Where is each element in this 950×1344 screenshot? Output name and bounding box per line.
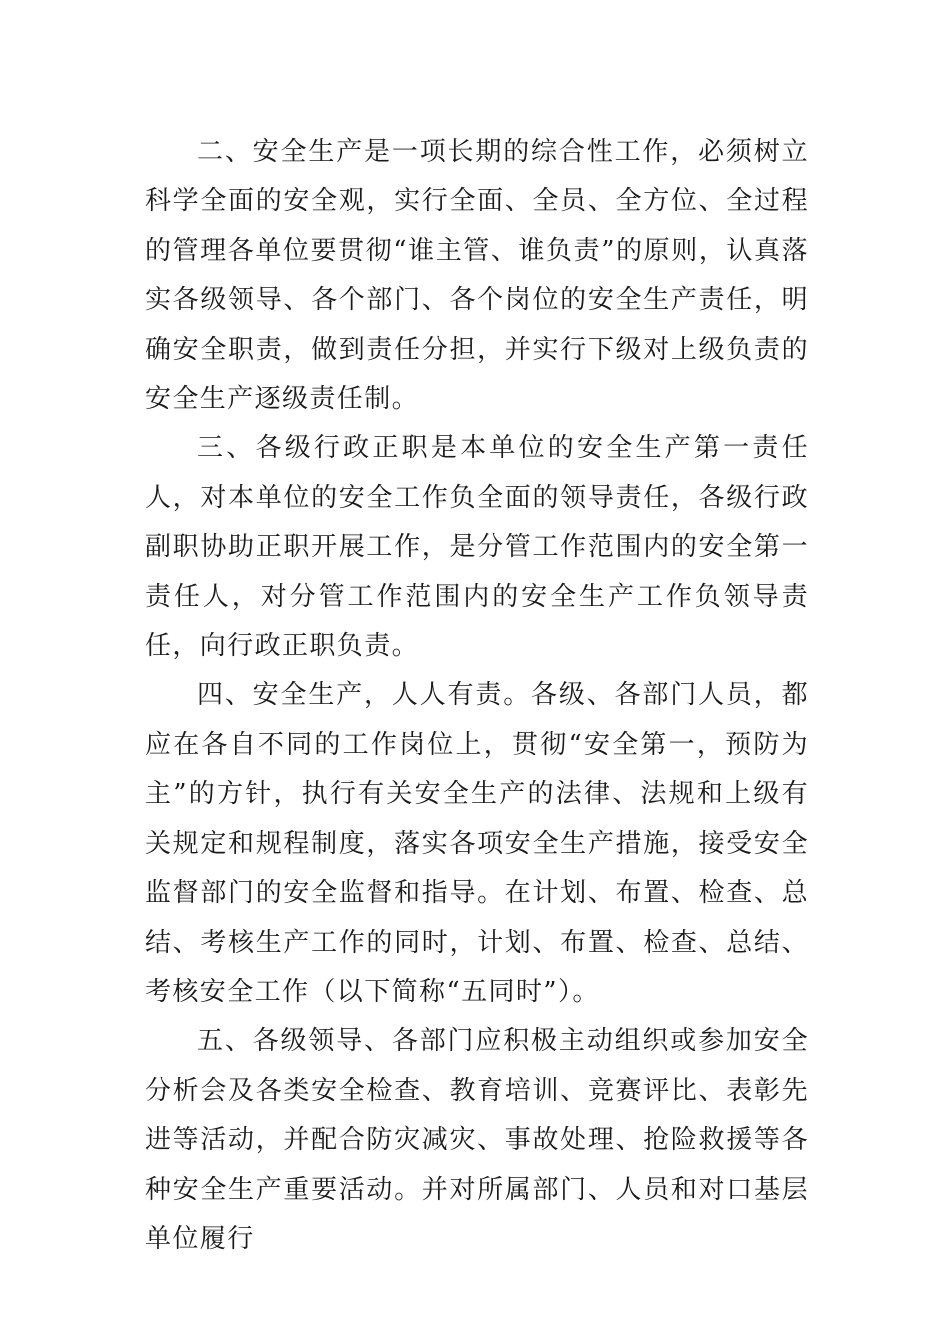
paragraph-2: 二、安全生产是一项长期的综合性工作，必须树立科学全面的安全观，实行全面、全员、全方位、全过程的管理各单位要贯彻“谁主管、谁负责”的原则，认真落实各级领导、各个部门、各个岗位的安全生产责任，明确安全职责，做到责任分担，并实行下级对上级负责的安全生产逐级责任制。 xyxy=(145,137,809,415)
document-body xyxy=(145,128,809,1264)
paragraph-3: 三、各级行政正职是本单位的安全生产第一责任人，对本单位的安全工作负全面的领导责任，各级行政副职协助正职开展工作，是分管工作范围内的安全第一责任人，对分管工作范围内的安全生产工作负领导责任，向行政正职负责。 xyxy=(145,433,809,662)
paragraph-5: 五、各级领导、各部门应积极主动组织或参加安全分析会及各类安全检查、教育培训、竞赛评比、表彰先进等活动，并配合防灾减灾、事故处理、抢险救援等各种安全生产重要活动。并对所属部门、人员和对口基层单位履行 xyxy=(145,1026,809,1254)
paragraph-4: 四、安全生产，人人有责。各级、各部门人员，都应在各自不同的工作岗位上，贯彻“安全第一，预防为主”的方针，执行有关安全生产的法律、法规和上级有关规定和规程制度，落实各项安全生产措施，接受安全监督部门的安全监督和指导。在计划、布置、检查、总结、考核生产工作的同时，计划、布置、检查、总结、考核安全工作（以下简称“五同时”）。 xyxy=(145,680,809,1007)
